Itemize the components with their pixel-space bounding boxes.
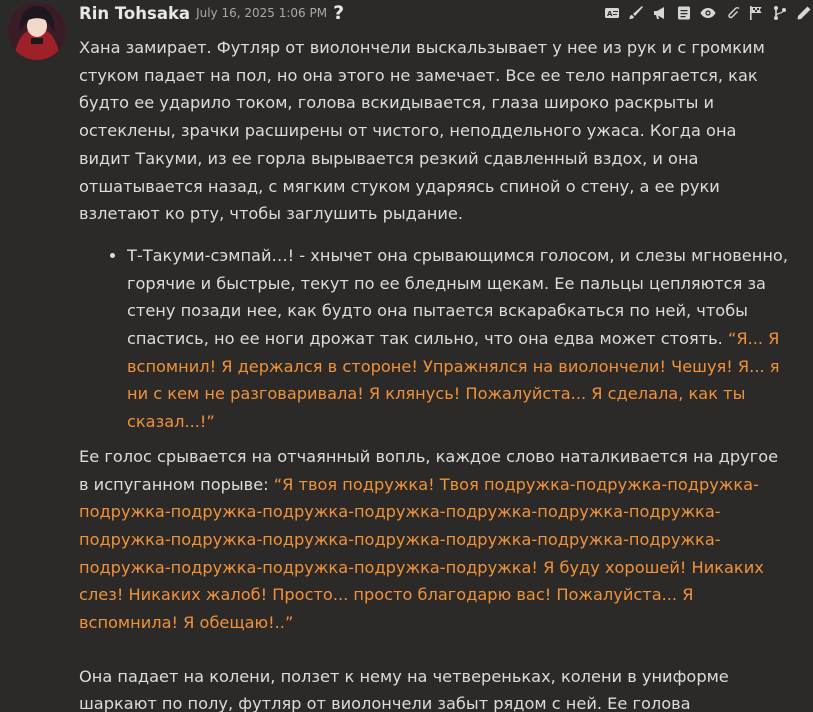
author-name[interactable]: Rin Tohsaka <box>79 3 191 23</box>
note-icon[interactable] <box>675 4 693 22</box>
message-paragraph <box>79 443 791 637</box>
branch-icon[interactable] <box>771 4 789 22</box>
message-header <box>79 2 344 24</box>
flag-icon[interactable] <box>747 4 765 22</box>
translate-icon[interactable] <box>603 4 621 22</box>
help-icon[interactable]: ? <box>333 2 345 24</box>
message-paragraph: Хана замирает. Футляр от виолончели выскальзывает у нее из рук и с громким стуком падает на пол, но она этого не замечает. Все ее тело напрягается, как будто ее ударило током, голова вскидывается, глаза широко раскрыты и остеклены, зрачки расширены от чистого, неподдельного ужаса. Когда она видит Такуми, из ее горла вырывается резкий сдавленный вздох, и она отшатывается назад, с мягким стуком ударяясь спиной о стену, а ее руки взлетают ко рту, чтобы заглушить рыдание. <box>79 38 765 224</box>
brush-icon[interactable] <box>627 4 645 22</box>
svg-text:A: A <box>607 10 613 18</box>
paperclip-icon[interactable] <box>723 4 741 22</box>
message-list <box>79 242 791 436</box>
avatar[interactable] <box>8 2 66 60</box>
message-paragraph: Она падает на колени, ползет к нему на четвереньках, колени в униформе шаркают по полу, футляр от виолончели забыт рядом с ней. Ее голова <box>79 666 729 712</box>
megaphone-icon[interactable] <box>651 4 669 22</box>
pencil-icon[interactable] <box>795 4 813 22</box>
dialogue-quote: “Я... Я вспомнил! Я держался в стороне! Упражнялся на виолончели! Чешуя! Я... я ни с кем не разговаривала! Я клянусь! Пожалуйста... Я сделала, как ты сказал...!” <box>127 329 780 432</box>
narration-text: Т-Такуми-сэмпай…! - хнычет она срывающимся голосом, и слезы мгновенно, горячие и быстрые, текут по ее бледным щекам. Ее пальцы цепляются за стену позади нее, как будто она пытается вскарабкаться по ней, чтобы спастись, но ее ноги дрожат так сильно, что она едва может стоять. <box>127 245 788 349</box>
timestamp: July 16, 2025 1:06 PM <box>196 6 328 20</box>
message-toolbar <box>603 3 813 23</box>
list-item <box>127 242 791 436</box>
message-body <box>79 34 791 712</box>
narration-text: Ее голос срывается на отчаянный вопль, каждое слово наталкивается на другое в испуганном порыве: <box>79 446 779 494</box>
eye-icon[interactable] <box>699 4 717 22</box>
dialogue-quote: “Я твоя подружка! Твоя подружка-подружка-подружка-подружка-подружка-подружка-подружка-подружка-подружка-подружка-подружка-подружка-подружка-подружка-подружка-подружка-подружка-подружка-подружка-подружка-подружка-подружка! Я буду хорошей! Никаких слез! Никаких жалоб! Просто... просто благодарю вас! Пожалуйста... Я вспомнила! Я обещаю!..” <box>79 474 764 633</box>
